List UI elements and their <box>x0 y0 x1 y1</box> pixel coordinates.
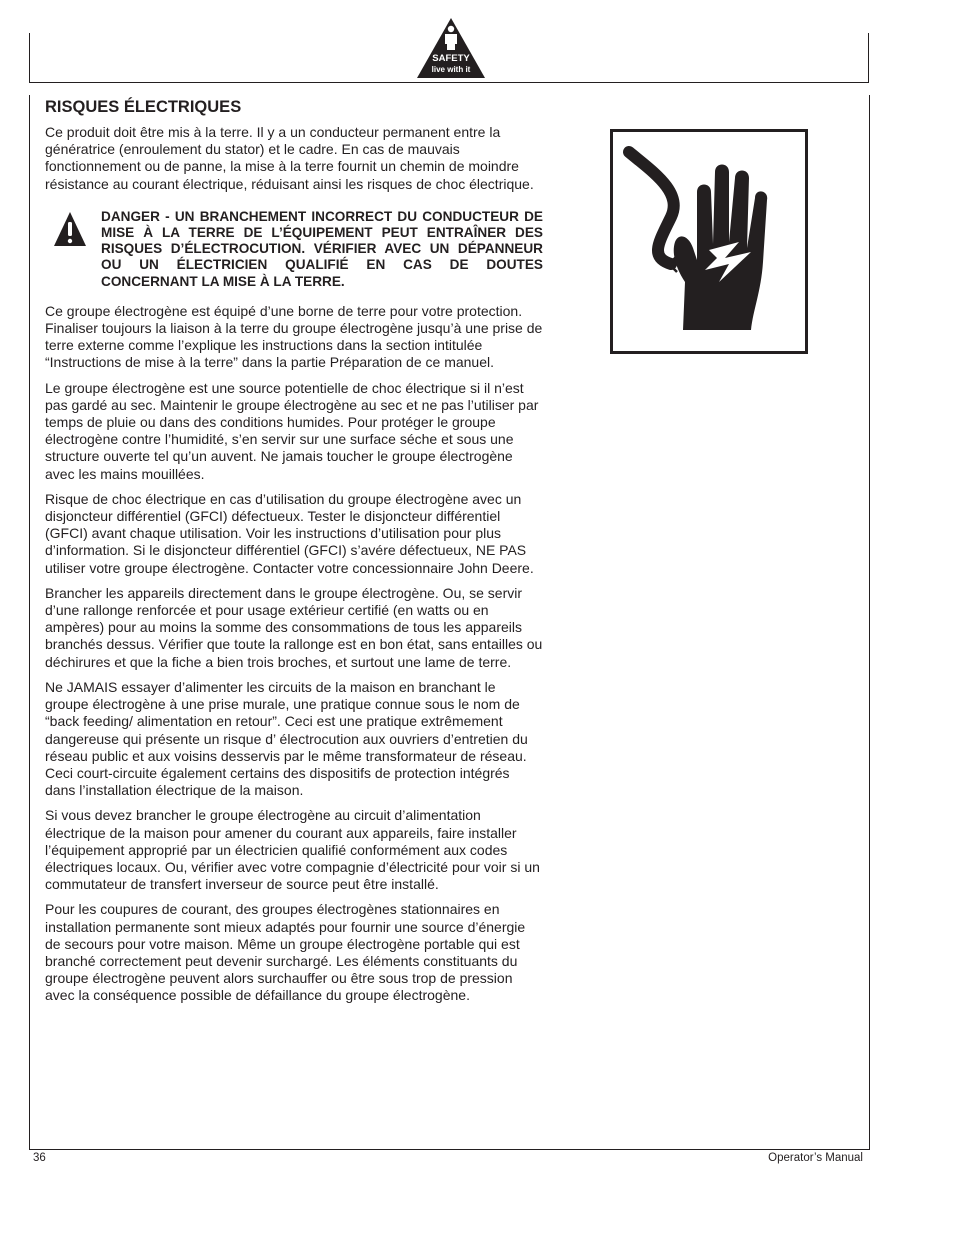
header-left-rule <box>29 33 30 83</box>
page-number: 36 <box>33 1152 46 1164</box>
danger-notice <box>45 209 543 290</box>
paragraph-house-connection: Si vous devez brancher le groupe électrogène au circuit d’alimentation électrique de la maison pour amener du courant aux appareils, faire installer l’équipement approprié par un électricien qualifié conformément aux codes électriques locaux. Ou, vérifier avec votre compagnie d’électricité pour voir si un commutateur de transfert inverseur de source peut être installé. <box>45 807 540 893</box>
body-column <box>45 124 543 1013</box>
paragraph-power-outage: Pour les coupures de courant, des groupes électrogènes stationnaires en installation permanente sont mieux adaptés pour fournir une source d’énergie de secours pour votre maison. Même un groupe électrogène portable qui est branché correctement peut devenir surchargé. Les éléments constituants du groupe électrogène peuvent alors surchauffer ou être sous trop de pression avec la conséquence possible de défaillance du groupe électrogène. <box>45 901 526 1004</box>
manual-name: Operator’s Manual <box>768 1152 863 1164</box>
electric-shock-hand-icon <box>610 129 808 354</box>
header-rule <box>29 82 869 83</box>
paragraph-back-feeding: Ne JAMAIS essayer d’alimenter les circuits de la maison en branchant le groupe électrogène à une prise murale, une pratique connue sous le nom de “back feeding/ alimentation en retour”. Ceci est une pratique extrêmement dangereuse qui présente un risque d’ électrocution aux ouvriers d’entretien du réseau public et aux voisins desservis par le même transformateur de réseau. Ceci court-circuite également certains des dispositifs de protection intégrés dans l’installation électrique de la maison. <box>45 678 528 799</box>
header-right-rule <box>868 33 869 83</box>
section-title: RISQUES ÉLECTRIQUES <box>45 98 242 116</box>
safety-logo-bottom-text: live with it <box>431 65 471 74</box>
warning-triangle-icon <box>53 211 87 247</box>
safety-logo <box>416 17 486 79</box>
paragraph-gfci: Risque de choc électrique en cas d’utilisation du groupe électrogène avec un disjoncteur différentiel (GFCI) défectueux. Tester le disjoncteur différentiel (GFCI) avant chaque utilisation. Voir les instructions d’utilisation pour plus d’information. Si le disjoncteur différentiel (GFCI) s’avére défectueux, NE PAS utiliser votre groupe électrogène. Contacter votre concessionnaire John Deere. <box>45 490 534 576</box>
safety-logo-top-text: SAFETY <box>432 53 470 64</box>
paragraph-keep-dry: Le groupe électrogène est une source potentielle de choc électrique si il n’est pas gardé au sec. Maintenir le groupe électrogène au sec et ne pas l’utiliser par temps de pluie ou dans des conditions humides. Pour protéger le groupe électrogène contre l’humidité, s’en servir sur une surface séche et sous une structure ouverte tel qu’un auvent. Ne jamais toucher le groupe électrogène avec les mains mouillées. <box>45 379 539 482</box>
paragraph-grounding: Ce produit doit être mis à la terre. Il y a un conducteur permanent entre la génératrice (enroulement du stator) et le cadre. En cas de mauvais fonctionnement ou de panne, la mise à la terre fournit un chemin de moindre résistance au courant électrique, réduisant ainsi les risques de choc électrique. <box>45 124 534 192</box>
paragraph-ground-terminal: Ce groupe électrogène est équipé d’une borne de terre pour votre protection. Finaliser toujours la liaison à la terre du groupe électrogène jusqu’à une prise de terre externe comme l’explique les instructions dans la section intitulée “Instructions de mise à la terre” dans la partie Préparation de ce manuel. <box>45 302 543 371</box>
danger-text: DANGER - UN BRANCHEMENT INCORRECT DU CONDUCTEUR DE MISE À LA TERRE DE L’ÉQUIPEMENT PEUT ENTRAÎNER DES RISQUES D’ÉLECTROCUTION. VÉRIFIER AVEC UN DÉPANNEUR OU UN ÉLECTRICIEN QUALIFIÉ EN CAS DE DOUTES CONCERNANT LA MISE À LA TERRE. <box>101 208 543 289</box>
paragraph-extension-cord: Brancher les appareils directement dans le groupe électrogène. Ou, se servir d’une rallonge renforcée et pour usage extérieur certifié (en watts ou en ampères) pour au moins la somme des consommations de tous les appareils branchés dessus. Vérifier que toute la rallonge est en bon état, sans entailles ou déchirures et que la fiche a bien trois broches, et surtout une lame de terre. <box>45 584 543 670</box>
